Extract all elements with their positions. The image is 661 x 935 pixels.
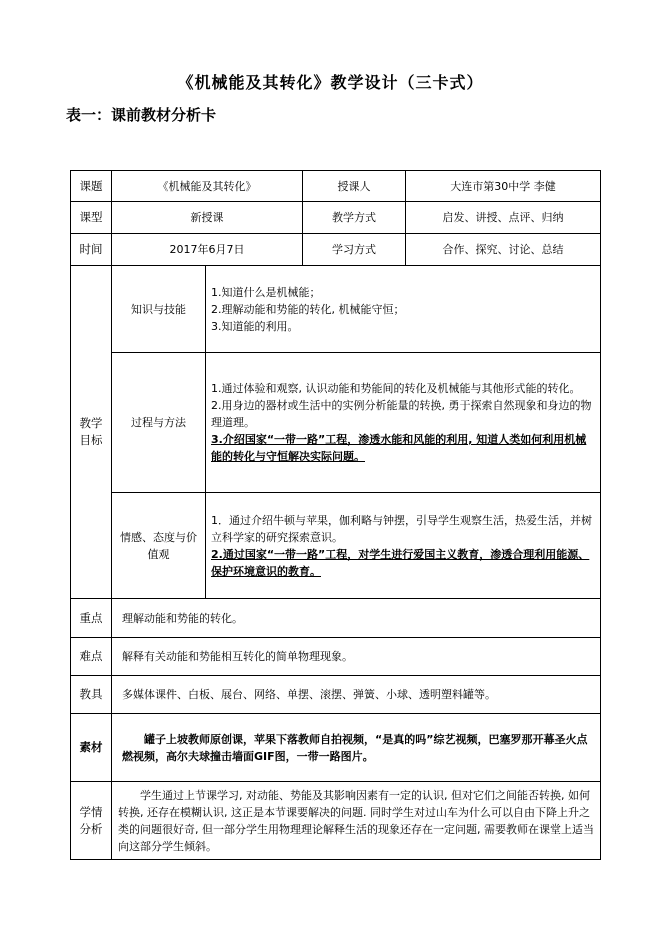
label-emotion-values: 情感、态度与价值观 bbox=[112, 493, 206, 599]
list-item: 1.通过体验和观察, 认识动能和势能间的转化及机械能与其他形式能的转化。 bbox=[211, 382, 581, 395]
label-learning-method: 学习方式 bbox=[303, 234, 406, 266]
value-materials: 罐子上坡教师原创课，苹果下落教师自拍视频，“是真的吗”综艺视频，巴塞罗那开幕圣火点燃视频，高尔夫球撞击墙面GIF图，一带一路图片。 bbox=[112, 714, 601, 782]
label-materials: 素材 bbox=[71, 714, 112, 782]
list-item: 1．通过介绍牛顿与苹果，伽利略与钟摆，引导学生观察生活，热爱生活，并树立科学家的研究探索意识。 bbox=[211, 513, 592, 544]
table-row bbox=[71, 638, 601, 676]
table-row bbox=[71, 714, 601, 782]
table-row bbox=[71, 493, 601, 599]
label-teaching-aids: 教具 bbox=[71, 676, 112, 714]
table-row bbox=[71, 353, 601, 493]
table-row bbox=[71, 171, 601, 202]
process-methods-content bbox=[206, 353, 601, 493]
table-row bbox=[71, 234, 601, 266]
value-teaching-method: 启发、讲授、点评、归纳 bbox=[406, 202, 601, 234]
analysis-card-table bbox=[70, 170, 601, 860]
list-item: 3.知道能的利用。 bbox=[211, 319, 299, 333]
label-process-methods: 过程与方法 bbox=[112, 353, 206, 493]
value-difficulty: 解释有关动能和势能相互转化的简单物理现象。 bbox=[112, 638, 601, 676]
value-learning-method: 合作、探究、讨论、总结 bbox=[406, 234, 601, 266]
value-key-point: 理解动能和势能的转化。 bbox=[112, 599, 601, 638]
list-item-emphasis: 2.通过国家“一带一路”工程，对学生进行爱国主义教育，渗透合理利用能源、保护环境意识的教育。 bbox=[211, 547, 590, 578]
table-row bbox=[71, 266, 601, 353]
label-lesson-type: 课型 bbox=[71, 202, 112, 234]
value-lesson-type: 新授课 bbox=[112, 202, 303, 234]
label-student-analysis: 学情分析 bbox=[71, 782, 112, 860]
value-student-analysis: 学生通过上节课学习, 对动能、势能及其影响因素有一定的认识, 但对它们之间能否转换, 如何转换, 还存在模糊认识, 这正是本节课要解决的问题. 同时学生对过山车为什么可以自由下降上升之类的问题很好奇, 但一部分学生用物理理论解释生活的现象还存在一定问题, 需要教师在课堂上适当向这部分学生倾斜。 bbox=[112, 782, 601, 860]
emotion-values-content bbox=[206, 493, 601, 599]
table-row bbox=[71, 599, 601, 638]
table-row bbox=[71, 202, 601, 234]
label-key-point: 重点 bbox=[71, 599, 112, 638]
document-title: 《机械能及其转化》教学设计（三卡式） bbox=[177, 73, 484, 92]
knowledge-skills-content bbox=[206, 266, 601, 353]
label-time: 时间 bbox=[71, 234, 112, 266]
value-teaching-aids: 多媒体课件、白板、展台、网络、单摆、滚摆、弹簧、小球、透明塑料罐等。 bbox=[112, 676, 601, 714]
list-item: 1.知道什么是机械能； bbox=[211, 285, 321, 299]
table-row bbox=[71, 676, 601, 714]
value-time: 2017年6月7日 bbox=[112, 234, 303, 266]
label-topic: 课题 bbox=[71, 171, 112, 202]
value-teacher: 大连市第30中学 李健 bbox=[406, 171, 601, 202]
table-row bbox=[71, 782, 601, 860]
label-difficulty: 难点 bbox=[71, 638, 112, 676]
section-subtitle: 表一：课前教材分析卡 bbox=[66, 106, 217, 124]
label-teaching-method: 教学方式 bbox=[303, 202, 406, 234]
list-item: 2.用身边的器材或生活中的实例分析能量的转换, 勇于探索自然现象和身边的物理道理。 bbox=[211, 399, 592, 429]
label-knowledge-skills: 知识与技能 bbox=[112, 266, 206, 353]
label-teacher: 授课人 bbox=[303, 171, 406, 202]
list-item: 2.理解动能和势能的转化, 机械能守恒； bbox=[211, 302, 405, 316]
list-item-emphasis: 3.介绍国家“一带一路”工程，渗透水能和风能的利用, 知道人类如何利用机械能的转化与守恒解决实际问题。 bbox=[211, 433, 587, 463]
value-topic: 《机械能及其转化》 bbox=[112, 171, 303, 202]
label-teaching-goals: 教学目标 bbox=[71, 266, 112, 599]
